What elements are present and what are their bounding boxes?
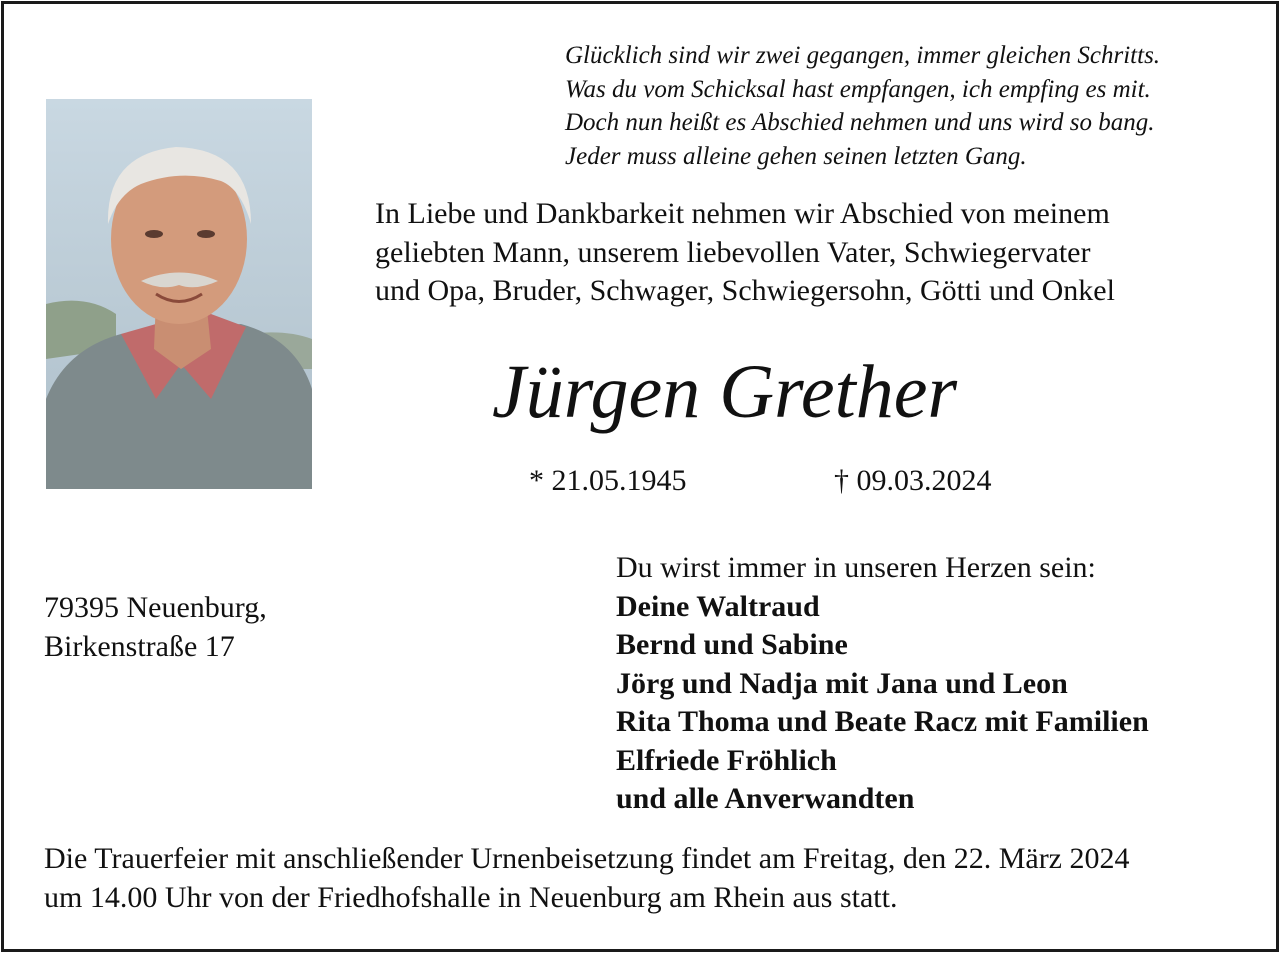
mourner-name: Bernd und Sabine xyxy=(616,628,848,661)
address-line: Birkenstraße 17 xyxy=(44,629,235,663)
mourner-name: Jörg und Nadja mit Jana und Leon xyxy=(616,666,1068,700)
mourners-list xyxy=(616,549,1149,819)
funeral-line: Die Trauerfeier mit anschließender Urnenbeisetzung findet am Freitag, den 22. März 2024 xyxy=(44,842,1130,875)
intro-line: In Liebe und Dankbarkeit nehmen wir Abschied von meinem xyxy=(375,197,1110,230)
farewell-intro xyxy=(375,195,1265,311)
mourner-name: Deine Waltraud xyxy=(616,589,820,623)
poem-line: Jeder muss alleine gehen seinen letzten Gang. xyxy=(565,142,1027,170)
death-date: † 09.03.2024 xyxy=(834,464,992,497)
address xyxy=(44,589,267,666)
poem-line: Doch nun heißt es Abschied nehmen und uns wird so bang. xyxy=(565,109,1155,136)
mourners-intro: Du wirst immer in unseren Herzen sein: xyxy=(616,551,1096,584)
funeral-line: um 14.00 Uhr von der Friedhofshalle in Neuenburg am Rhein aus statt. xyxy=(44,880,898,914)
obituary-notice xyxy=(1,1,1279,952)
mourner-name: Elfriede Fröhlich xyxy=(616,743,837,777)
address-line: 79395 Neuenburg, xyxy=(44,591,267,624)
poem-line: Was du vom Schicksal hast empfangen, ich empfing es mit. xyxy=(565,75,1151,103)
mourner-name: und alle Anverwandten xyxy=(616,782,915,815)
intro-line: geliebten Mann, unserem liebevollen Vater, Schwiegervater xyxy=(375,235,1091,269)
intro-line: und Opa, Bruder, Schwager, Schwiegersohn, Götti und Onkel xyxy=(375,274,1115,307)
portrait-photo xyxy=(46,99,312,489)
poem-line: Glücklich sind wir zwei gegangen, immer gleichen Schritts. xyxy=(565,42,1161,69)
funeral-info xyxy=(44,840,1264,917)
deceased-name: Jürgen Grether xyxy=(492,350,958,434)
mourner-name: Rita Thoma und Beate Racz mit Familien xyxy=(616,705,1149,738)
poem xyxy=(565,39,1265,173)
birth-date: * 21.05.1945 xyxy=(529,464,687,497)
